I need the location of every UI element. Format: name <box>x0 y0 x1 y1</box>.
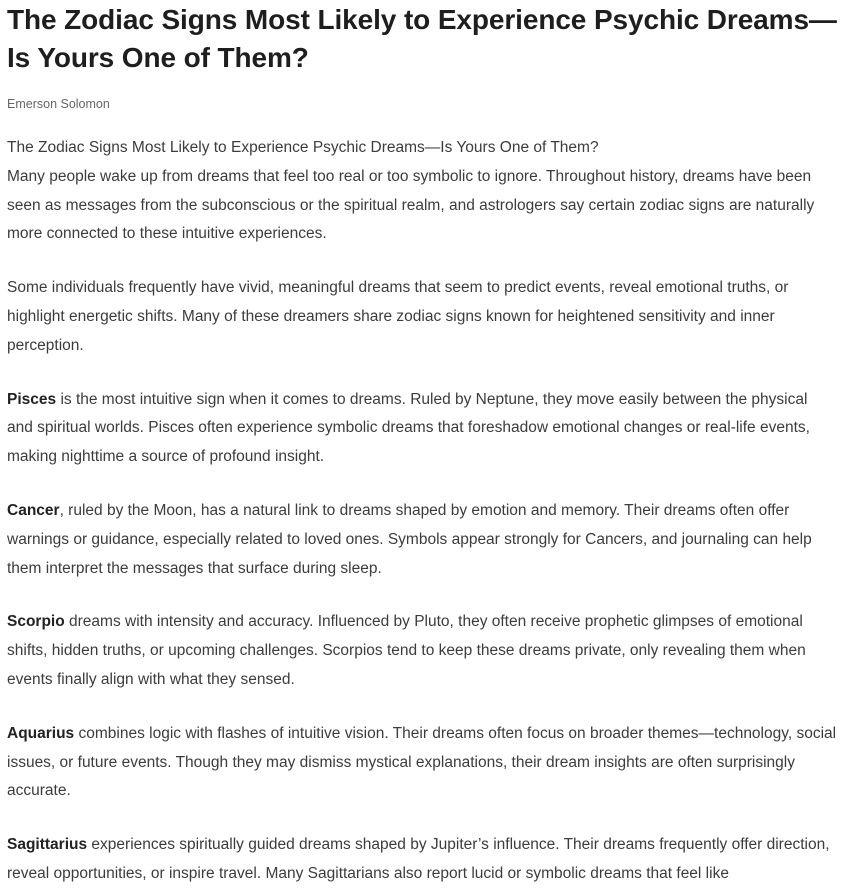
sign-paragraph-pisces <box>7 386 837 472</box>
article-body <box>7 134 837 889</box>
sign-text-pisces: is the most intuitive sign when it comes to dreams. Ruled by Neptune, they move easily between the physical and spiritual worlds. Pisces often experience symbolic dreams that foreshadow emotional changes or real-life events, making nighttime a source of profound insight. <box>7 390 810 466</box>
intro-text: Many people wake up from dreams that feel too real or too symbolic to ignore. Throughout history, dreams have been seen as messages from the subconscious or the spiritual realm, and astrologers say certain zodiac signs are naturally more connected to these intuitive experiences. <box>7 167 815 243</box>
sign-name-scorpio: Scorpio <box>7 613 65 631</box>
sign-paragraph-scorpio <box>7 608 837 694</box>
sign-paragraph-cancer <box>7 497 837 583</box>
article-title: The Zodiac Signs Most Likely to Experience Psychic Dreams—Is Yours One of Them? <box>7 4 837 73</box>
sign-text-cancer: , ruled by the Moon, has a natural link to dreams shaped by emotion and memory. Their dreams often offer warnings or guidance, especially related to loved ones. Symbols appear strongly for Cancers, and journaling can help them interpret the messages that surface during sleep. <box>7 501 812 577</box>
sign-name-cancer: Cancer <box>7 501 60 519</box>
sign-name-pisces: Pisces <box>7 390 57 408</box>
author-name[interactable]: Emerson Solomon <box>7 97 110 111</box>
sign-text-scorpio: dreams with intensity and accuracy. Influenced by Pluto, they often receive prophetic glimpses of emotional shifts, hidden truths, or upcoming challenges. Scorpios tend to keep these dreams private, only revealing them when events finally align with what they sensed. <box>7 613 806 688</box>
paragraph-2: Some individuals frequently have vivid, meaningful dreams that seem to predict events, reveal emotional truths, or highlight energetic shifts. Many of these dreamers share zodiac signs known for heightened sensitivity and inner perception. <box>7 279 789 354</box>
intro-heading: The Zodiac Signs Most Likely to Experience Psychic Dreams—Is Yours One of Them? <box>7 139 599 156</box>
sign-name-sagittarius: Sagittarius <box>7 836 88 854</box>
sign-text-sagittarius: experiences spiritually guided dreams shaped by Jupiter’s influence. Their dreams frequently offer direction, reveal opportunities, or inspire travel. Many Sagittarians also report lucid or symbolic dreams that feel like <box>7 836 830 882</box>
sign-name-aquarius: Aquarius <box>7 724 75 742</box>
sign-paragraph-sagittarius <box>7 831 837 889</box>
sign-text-aquarius: combines logic with flashes of intuitive vision. Their dreams often focus on broader themes—technology, social issues, or future events. Though they may dismiss mystical explanations, their dream insights are often surprisingly accurate. <box>7 724 837 800</box>
intro-paragraph <box>7 134 837 249</box>
sign-paragraph-aquarius <box>7 720 837 806</box>
